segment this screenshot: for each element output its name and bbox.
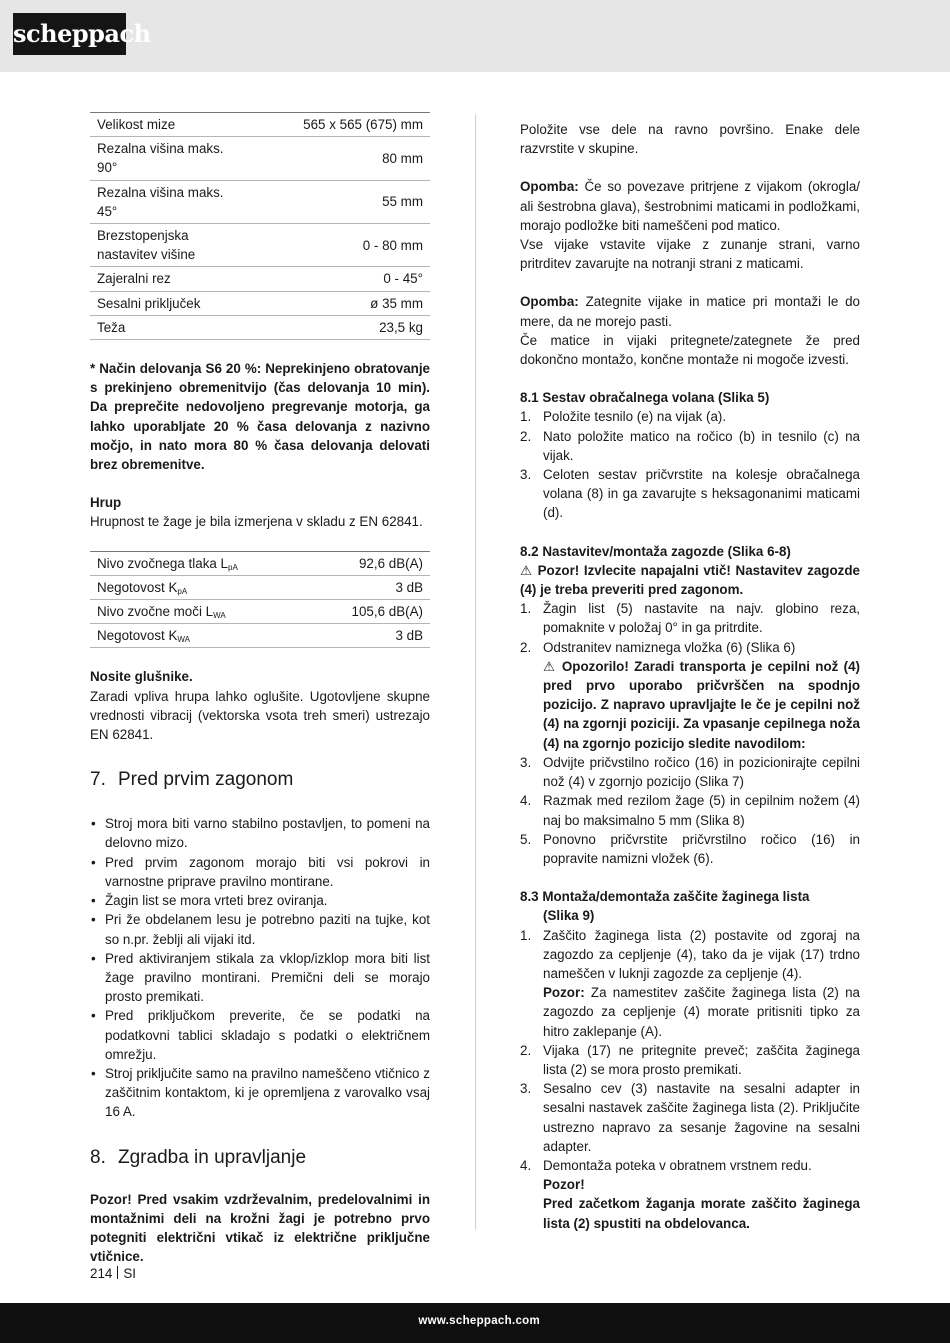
list-item — [520, 407, 860, 426]
noise-label-sub: pA — [177, 586, 188, 596]
table-row — [90, 224, 430, 267]
list-item: 4. Demontaža poteka v obratnem vrstnem redu. Pozor! Pred začetkom žaganja morate zaščito žaginega lista (2) spustiti na obdelovanca. — [520, 1157, 860, 1231]
section-8-1-title: 8.1 Sestav obračalnega volana (Slika 5) — [520, 390, 770, 406]
table-row — [90, 624, 430, 648]
table-row — [90, 267, 430, 291]
list-item: • Pri že obdelanem lesu je potrebno paziti na tujke, kot so n.pr. žeblji ali vijaki itd. — [90, 910, 430, 948]
spec-label: Velikost mize — [90, 113, 254, 137]
list-item: 1. Žagin list (5) nastavite na najv. globino reza, pomaknite v položaj 0° in ga pritrdite. — [520, 601, 860, 636]
spec-label: Rezalna višina maks. 45° — [90, 180, 254, 223]
table-row — [90, 137, 430, 180]
list-number: 4. — [520, 793, 532, 809]
section-7-heading: 7. Pred prvim zagonom — [90, 769, 294, 791]
spec-label: Zajeralni rez — [90, 267, 254, 291]
spec-label: Rezalna višina maks. 90° — [90, 137, 254, 180]
note-1-cont: Vse vijake vstavite vijake z zunanje strani, varno pritrditev zavarujte na notranji strani z maticami. — [520, 237, 860, 272]
column-divider — [475, 114, 476, 1230]
spec-label: Teža — [90, 315, 254, 339]
footer-url: www.scheppach.com — [418, 1315, 540, 1327]
intro-text: Položite vse dele na ravno površino. Enake dele razvrstite v skupine. — [520, 122, 860, 157]
section-8-3-title-cont: (Slika 9) — [543, 908, 595, 924]
table-row — [90, 180, 430, 223]
section-8-3-list-end — [520, 1156, 860, 1233]
noise-label-text: Negotovost K — [97, 628, 178, 644]
noise-title: Hrup — [90, 495, 122, 511]
list-text: Nato položite matico na ročico (b) in tesnilo (c) na vijak. — [543, 428, 860, 463]
list-text: Celoten sestav pričvrstite na kolesje obračalnega volana (8) in ga zavarujte s heksagonanimi maticami (d). — [543, 467, 860, 521]
list-number: 2. — [520, 1042, 532, 1058]
list-item — [520, 791, 860, 829]
list-number: 5. — [520, 831, 532, 847]
ear-protection-text: Zaradi vpliva hrupa lahko oglušite. Ugotovljene skupne vrednosti vibracij (vektorska vsota treh smeri) ustrezajo EN 62841. — [90, 688, 430, 743]
list-number: 3. — [520, 467, 532, 483]
table-row — [90, 315, 430, 339]
noise-label-text: Negotovost K — [97, 579, 178, 595]
table-row — [90, 575, 430, 599]
noise-label-text: Nivo zvočnega tlaka L — [97, 555, 229, 571]
noise-label-text: Nivo zvočne moči L — [97, 604, 214, 620]
section-8-heading: 8. Zgradba in upravljanje — [90, 1146, 307, 1168]
section-8-3-list — [520, 926, 860, 1041]
noise-label — [90, 624, 309, 648]
section-8-3-list-cont — [520, 1041, 860, 1156]
noise-value: 3 dB — [309, 624, 430, 648]
list-text: Vijaka (17) ne pritegnite preveč; zaščita žaginega lista (2) se mora prosto premikati. — [543, 1042, 860, 1077]
brand-logo: scheppach — [13, 13, 126, 55]
spec-value: 80 mm — [254, 137, 430, 180]
list-item — [520, 753, 860, 791]
spec-label: Sesalni priključek — [90, 291, 254, 315]
section-7-list — [90, 814, 430, 1121]
table-row — [90, 551, 430, 575]
list-item: • Pred aktiviranjem stikala za vklop/izklop mora biti list žage pravilno montirani. Premični deli se morajo prosto premikati. — [90, 949, 430, 1007]
list-item — [520, 1041, 860, 1079]
list-text: Položite tesnilo (e) na vijak (a). — [543, 409, 727, 425]
spec-value: 23,5 kg — [254, 315, 430, 339]
list-text: Razmak med rezilom žage (5) in cepilnim nožem (4) naj bo maksimalno 5 mm (Slika 8) — [543, 793, 860, 828]
spec-value: ø 35 mm — [254, 291, 430, 315]
section-8-2-list — [520, 599, 860, 753]
list-item: • Žagin list se mora vrteti brez oviranja. — [90, 891, 430, 910]
table-row — [90, 291, 430, 315]
table-row — [90, 600, 430, 624]
list-item: • Pred priključkom preverite, če se podatki na podatkovni tablici skladajo s podatki o električnem omrežju. — [90, 1006, 430, 1064]
list-text: Sesalno cev (3) nastavite na sesalni adapter in sesalni nastavek zaščite žaginega lista (2). Priključite ustrezno napravo za sesanje žagovine na sesalni adapter. — [543, 1081, 860, 1154]
spec-value: 565 x 565 (675) mm — [254, 113, 430, 137]
noise-value: 105,6 dB(A) — [309, 600, 430, 624]
list-number: 3. — [520, 1081, 532, 1097]
noise-table — [90, 551, 430, 649]
note-1: Opomba: Če so povezave pritrjene z vijakom (okrogla/ ali šestrobna glava), šestrobnimi maticami in podložkami, morajo podložke biti nameščeni pod matico. — [520, 179, 860, 233]
list-number: 3. — [520, 754, 532, 770]
transport-warning: ⚠ Opozorilo! Zaradi transporta je cepilni nož (4) pred prvo uporabo pričvrščen na spodnjo pozicijo. Z napravo upravljajte le če je cepilni nož (4) na zgornji poziciji. Za vpasanje cepilnega noža (4) na zgornjo pozicijo sledite navodilom: — [543, 658, 860, 751]
noise-label — [90, 551, 309, 575]
right-column — [520, 120, 860, 1233]
left-column — [90, 112, 430, 1266]
note-2-cont: Če matice in vijaki pritegnete/zategnete že pred dokončno montažo, končne montaže ni mogoče izvesti. — [520, 332, 860, 368]
noise-label-sub: pA — [228, 562, 238, 572]
spec-table — [90, 112, 430, 340]
noise-label-sub: WA — [177, 635, 190, 645]
list-item: • Stroj mora biti varno stabilno postavljen, to pomeni na delovno mizo. — [90, 814, 430, 852]
section-8-3-title: 8.3 Montaža/demontaža zaščite žaginega lista — [520, 889, 810, 905]
noise-value: 3 dB — [309, 575, 430, 599]
list-item: 1. Zaščito žaginega lista (2) postavite od zgoraj na zagozdo za cepljenje (4), tako da je vijak (17) trdno nameščen v luknji zagozde za cepljenje (4). Pozor: Za namestitev zaščite žaginega lista (2) na zagozdo za cepljenje (4) morate pritisniti tipko za hitro zaklepanje (A). — [520, 927, 860, 1039]
section-8-2-list-cont — [520, 753, 860, 868]
list-item — [520, 1079, 860, 1156]
list-item: • Stroj priključite samo na pravilno nameščeno vtičnico z zaščitnim kontaktom, ki je opremljena z varovalko vsaj 16 A. — [90, 1064, 430, 1122]
table-row — [90, 113, 430, 137]
page-header — [0, 0, 950, 72]
noise-label — [90, 575, 309, 599]
noise-label — [90, 600, 309, 624]
list-text: Odvijte pričvstilno ročico (16) in pozicionirajte cepilni nož (4) v zgornjo pozicijo (Slika 7) — [543, 754, 860, 790]
list-item — [520, 465, 860, 523]
list-item: 2. Odstranitev namiznega vložka (6) (Slika 6) ⚠ Opozorilo! Zaradi transporta je cepilni nož (4) pred prvo uporabo pričvrščen na spodnjo pozicijo. Z napravo upravljajte le če je cepilni nož (4) na zgornji poziciji. Za vpasanje cepilnega noža (4) na zgornjo pozicijo sledite navodilom: — [520, 638, 860, 753]
page-number: 214 SI — [90, 1266, 136, 1281]
section-8-2-title: 8.2 Nastavitev/montaža zagozde (Slika 6-8) — [520, 543, 791, 559]
spec-value: 55 mm — [254, 180, 430, 223]
ear-protection-title: Nosite glušnike. — [90, 669, 193, 685]
note-2: Opomba: Zategnite vijake in matice pri montaži le do mere, da ne morejo pasti. — [520, 294, 860, 329]
spec-label: Brezstopenjska nastavitev višine — [90, 224, 254, 267]
list-number: 2. — [520, 428, 532, 444]
noise-value: 92,6 dB(A) — [309, 551, 430, 575]
noise-label-sub: WA — [213, 611, 226, 621]
s6-note: * Način delovanja S6 20 %: Neprekinjeno obratovanje s prekinjeno obremenitvijo (čas delovanja 10 min). Da preprečite nedovoljeno pregrevanje motorja, ga lahko uporabljate 20 % časa delovanja z nazivno močjo, in nato mora 80 % časa delovanja delovati brez obremenitve. — [90, 361, 430, 473]
section-8-2-warning: ⚠ Pozor! Izvlecite napajalni vtič! Nastavitev zagozde (4) je treba preveriti pred zagonom. — [520, 562, 860, 598]
noise-text: Hrupnost te žage je bila izmerjena v skladu z EN 62841. — [90, 514, 423, 530]
section-8-warning: Pozor! Pred vsakim vzdrževalnim, predelovalnimi in montažnimi deli na krožni žagi je potrebno prvo potegniti električni vtikač iz električne priključne vtičnice. — [90, 1191, 430, 1265]
list-text: Ponovno pričvrstite pričvrstilno ročico (16) in popravite namizni vložek (6). — [543, 831, 860, 866]
list-item: • Pred prvim zagonom morajo biti vsi pokrovi in varnostne priprave pravilno montirane. — [90, 853, 430, 891]
section-8-1-list — [520, 407, 860, 522]
spec-value: 0 - 45° — [254, 267, 430, 291]
list-item — [520, 427, 860, 465]
list-item — [520, 830, 860, 868]
spec-value: 0 - 80 mm — [254, 224, 430, 267]
list-number: 1. — [520, 409, 532, 425]
